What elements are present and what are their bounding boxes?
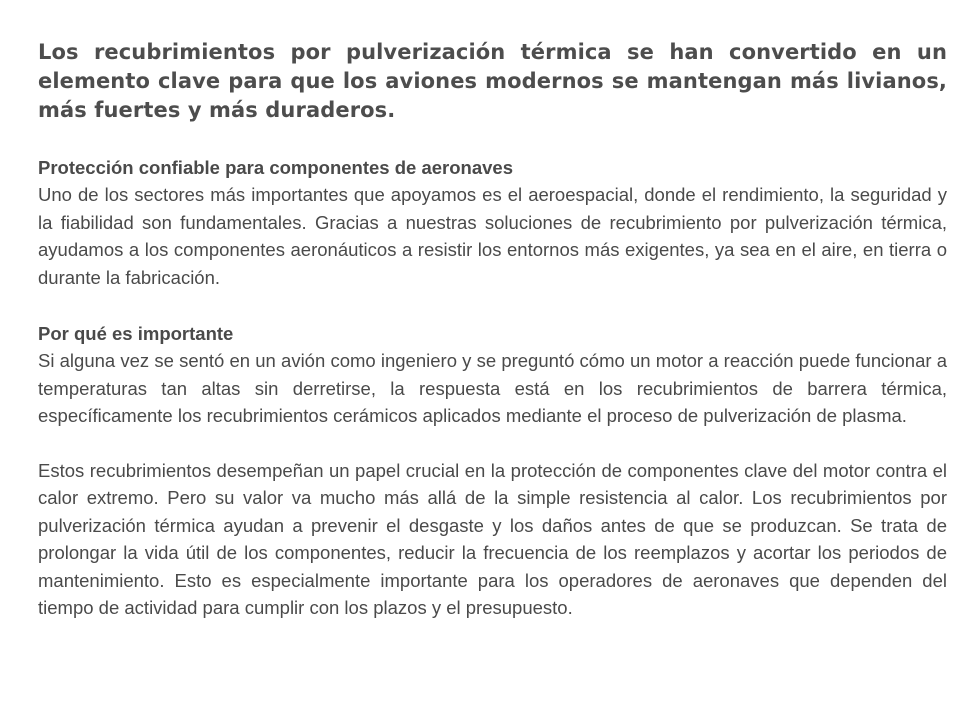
lead-heading: Los recubrimientos por pulverización térmica se han convertido en un elemento clave para que los aviones modernos se mantengan más livianos, más fuertes y más duraderos. [38,40,947,122]
document-body [38,38,947,622]
section-title: Por qué es importante [38,323,234,344]
section-title: Protección confiable para componentes de aeronaves [38,157,513,178]
paragraph: Estos recubrimientos desempeñan un papel crucial en la protección de componentes clave del motor contra el calor extremo. Pero su valor va mucho más allá de la simple resistencia al calor. Los recubrimientos por pulverización térmica ayudan a prevenir el desgaste y los daños antes de que se produzcan. Se trata de prolongar la vida útil de los componentes, reducir la frecuencia de los reemplazos y acortar los periodos de mantenimiento. Esto es especialmente importante para los operadores de aeronaves que dependen del tiempo de actividad para cumplir con los plazos y el presupuesto. [38,459,947,618]
paragraph: Si alguna vez se sentó en un avión como ingeniero y se preguntó cómo un motor a reacción puede funcionar a temperaturas tan altas sin derretirse, la respuesta está en los recubrimientos de barrera térmica, específicamente los recubrimientos cerámicos aplicados mediante el proceso de pulverización de plasma. [38,350,947,426]
section-aircraft-protection [38,154,947,291]
paragraph: Uno de los sectores más importantes que apoyamos es el aeroespacial, donde el rendimiento, la seguridad y la fiabilidad son fundamentales. Gracias a nuestras soluciones de recubrimiento por pulverización térmica, ayudamos a los componentes aeronáuticos a resistir los entornos más exigentes, ya sea en el aire, en tierra o durante la fabricación. [38,184,947,288]
section-why-important [38,320,947,622]
